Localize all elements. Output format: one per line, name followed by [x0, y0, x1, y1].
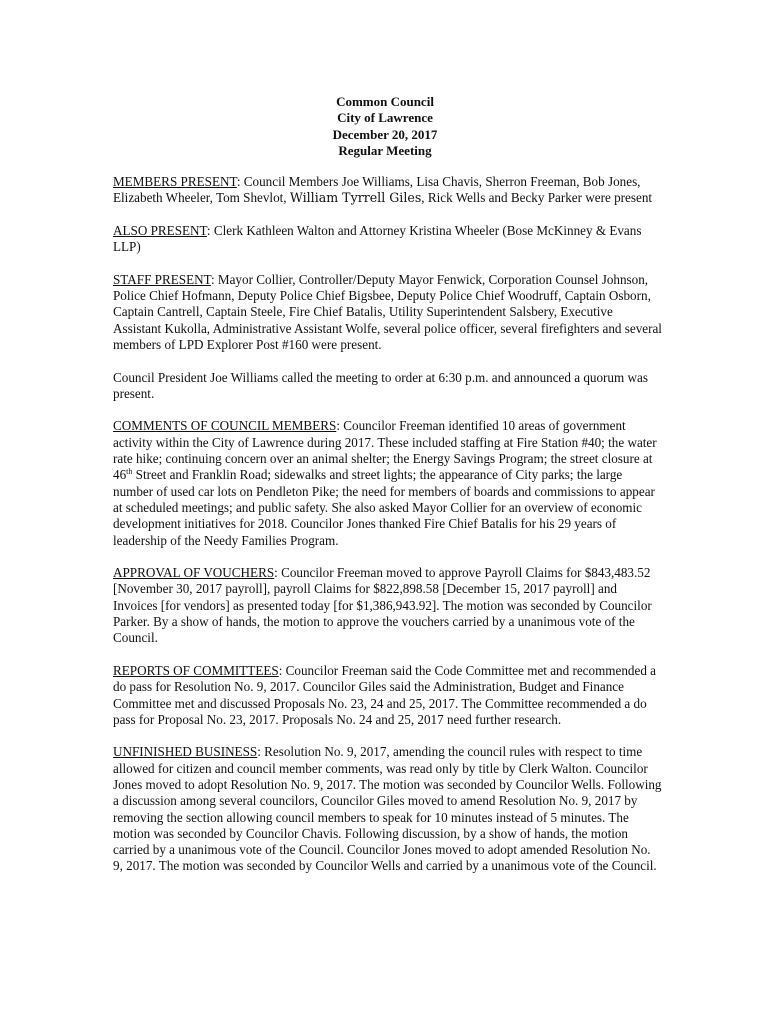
- call-to-order-paragraph: [113, 370, 663, 403]
- also-present-text: : Clerk Kathleen Walton and Attorney Kristina Wheeler (Bose McKinney & Evans LLP): [113, 222, 642, 255]
- header-council: Common Council: [336, 94, 434, 109]
- members-present-name: William Tyrrell Giles: [289, 190, 422, 206]
- vouchers-label: APPROVAL OF VOUCHERS: [113, 565, 275, 581]
- unfinished-business-text: : Resolution No. 9, 2017, amending the council rules with respect to time allowed for citizen and council member comments, was read only by title by Clerk Walton. Councilor Jones moved to adopt Resolution No. 9, 2017. The motion was seconded by Councilor Wells. Following a discussion among several councilors, Councilor Giles moved to amend Resolution No. 9, 2017 by removing the section allowing council members to speak for 10 minutes instead of 5 minutes. The motion was seconded by Councilor Chavis. Following discussion, by a show of hands, the motion carried by a unanimous vote of the Council. Councilor Jones moved to adopt amended Resolution No. 9, 2017. The motion was seconded by Councilor Wells and carried by a unanimous vote of the Council.: [113, 744, 662, 874]
- vouchers-paragraph: [113, 565, 663, 646]
- comments-paragraph: [113, 418, 663, 548]
- members-present-text-b: , Rick Wells and Becky Parker were present: [421, 190, 653, 206]
- header-city: City of Lawrence: [337, 110, 433, 126]
- document-header: [0, 94, 770, 159]
- members-present-text-a: : Council Members Joe Williams, Lisa Chavis, Sherron Freeman, Bob Jones, Elizabeth Wheeler, Tom Shevlot,: [113, 174, 641, 206]
- comments-text-a: : Councilor Freeman identified 10 areas of government activity within the City of Lawrence during 2017. These included staffing at Fire Station #40; the water rate hike; continuing concern over an animal shelter; the Energy Savings Program; the street closure at 46: [113, 418, 657, 483]
- committees-text: : Councilor Freeman said the Code Committee met and recommended a do pass for Resolution No. 9, 2017. Councilor Giles said the Administration, Budget and Finance Committee met and discussed Proposals No. 23, 24 and 25, 2017. The Committee recommended a do pass for Proposal No. 23, 2017. Proposals No. 24 and 25, 2017 need further research.: [113, 662, 657, 727]
- also-present-label: ALSO PRESENT: [113, 222, 207, 238]
- staff-present-paragraph: [113, 272, 663, 353]
- header-meeting-type: Regular Meeting: [338, 142, 432, 158]
- comments-label: COMMENTS OF COUNCIL MEMBERS: [113, 418, 337, 434]
- comments-text-b: Street and Franklin Road; sidewalks and street lights; the appearance of City parks; the large number of used car lots on Pendleton Pike; the need for members of boards and commissions to appear at scheduled meetings; and public safety. She also asked Mayor Collier for an overview of economic development initiatives for 2018. Councilor Jones thanked Fire Chief Batalis for his 29 years of leadership of the Needy Families Program.: [113, 467, 655, 548]
- staff-present-text: : Mayor Collier, Controller/Deputy Mayor Fenwick, Corporation Counsel Johnson, Police Chief Hofmann, Deputy Police Chief Bigsbee, Deputy Police Chief Woodruff, Captain Osborn, Captain Cantrell, Captain Steele, Fire Chief Batalis, Utility Superintendent Salsbery, Executive Assistant Kukolla, Administrative Assistant Wolfe, several police officer, several firefighters and several members of LPD Explorer Post #160 were present.: [113, 271, 662, 352]
- vouchers-text: : Councilor Freeman moved to approve Payroll Claims for $843,483.52 [November 30, 2017 payroll], payroll Claims for $822,898.58 [December 15, 2017 payroll] and Invoices [for vendors] as presented today [for $1,386,943.92]. The motion was seconded by Councilor Parker. By a show of hands, the motion to approve the vouchers carried by a unanimous vote of the Council.: [113, 565, 652, 646]
- unfinished-business-label: UNFINISHED BUSINESS: [113, 744, 258, 760]
- committees-paragraph: [113, 663, 663, 728]
- comments-superscript: th: [126, 467, 133, 477]
- staff-present-label: STAFF PRESENT: [113, 271, 211, 287]
- minutes-body: [113, 174, 663, 891]
- also-present-paragraph: [113, 223, 663, 256]
- unfinished-business-paragraph: [113, 744, 663, 874]
- call-to-order-text: Council President Joe Williams called the meeting to order at 6:30 p.m. and announced a quorum was present.: [113, 369, 648, 401]
- members-present-paragraph: [113, 174, 663, 207]
- members-present-label: MEMBERS PRESENT: [113, 174, 237, 189]
- committees-label: REPORTS OF COMMITTEES: [113, 662, 279, 678]
- header-date: December 20, 2017: [332, 126, 438, 142]
